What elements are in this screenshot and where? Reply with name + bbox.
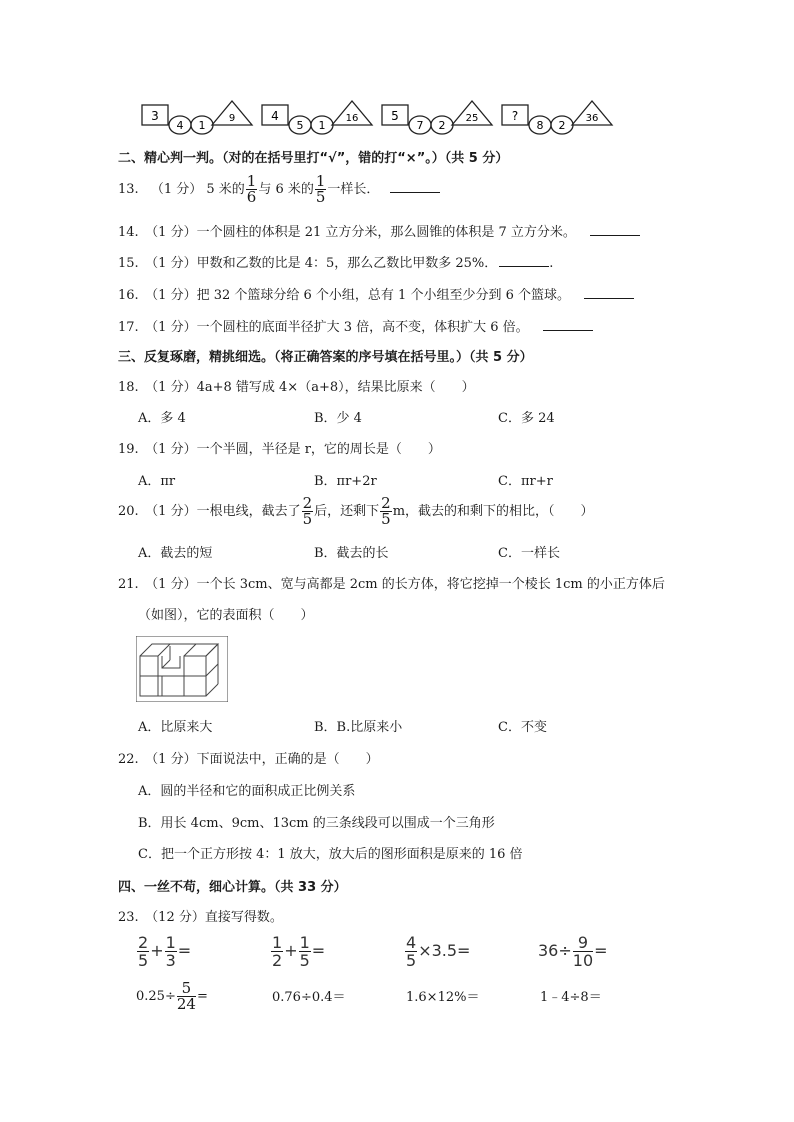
question-13	[118, 174, 440, 205]
operator: +	[150, 941, 164, 960]
question-22: 22. （1 分）下面说法中，正确的是（ ）	[118, 752, 379, 767]
question-14	[118, 221, 640, 240]
option-b[interactable]: B．用长 4cm、9cm、13cm 的三条线段可以围成一个三角形	[138, 816, 495, 831]
question-text: 20. （1 分）一根电线，截去了	[118, 504, 301, 519]
option-b[interactable]: B．少 4	[314, 411, 362, 426]
period: .	[549, 256, 554, 271]
answer-blank[interactable]	[543, 318, 593, 331]
expression: 0.25÷	[136, 989, 176, 1004]
fraction: $\frac{2}{5}$	[302, 494, 313, 528]
answer-blank[interactable]	[584, 286, 634, 299]
puzzle-circle-value: 5	[296, 119, 304, 132]
puzzle-square-value: 3	[151, 109, 159, 123]
puzzle-triangle-value: 36	[585, 113, 599, 124]
calc-item-4	[538, 934, 608, 969]
option-a[interactable]: A．πr	[138, 474, 176, 489]
equals: =	[594, 941, 608, 960]
fraction: $\frac{4}{5}$	[406, 933, 417, 970]
question-text: 17. （1 分）一个圆柱的底面半径扩大 3 倍，高不变，体积扩大 6 倍。	[118, 320, 529, 335]
calc-item-2	[270, 934, 325, 969]
question-21-line1: 21. （1 分）一个长 3cm、宽与高都是 2cm 的长方体，将它挖掉一个棱长 1cm 的小正方体后	[118, 577, 665, 592]
puzzle-square-value: 5	[391, 109, 399, 123]
operator: +	[284, 941, 298, 960]
option-a[interactable]: A．比原来大	[138, 720, 213, 735]
fraction: $\frac{1}{6}$	[246, 172, 257, 206]
option-a[interactable]: A．截去的短	[138, 546, 213, 561]
number-puzzle-figure	[130, 95, 620, 135]
fraction: $\frac{1}{3}$	[165, 933, 176, 970]
fraction: $\frac{1}{5}$	[299, 933, 310, 970]
option-c[interactable]: C．πr+r	[498, 474, 553, 489]
fraction: $\frac{1}{5}$	[315, 172, 326, 206]
option-b[interactable]: B．πr+2r	[314, 474, 377, 489]
puzzle-group-4	[502, 101, 612, 134]
calc-item-7: 1.6×12%＝	[406, 990, 480, 1005]
question-text: 16. （1 分）把 32 个篮球分给 6 个小组，总有 1 个小组至少分到 6 个篮球。	[118, 288, 570, 303]
calc-item-1	[136, 934, 191, 969]
question-23: 23. （12 分）直接写得数。	[118, 910, 283, 925]
equals: =	[196, 989, 208, 1004]
question-text: 与 6 米的	[258, 182, 314, 197]
question-15	[118, 252, 553, 271]
equals: =	[177, 941, 192, 960]
question-text: 后，还剩下	[314, 504, 380, 519]
answer-blank[interactable]	[590, 223, 640, 236]
option-c[interactable]: C．多 24	[498, 411, 555, 426]
equals: =	[311, 941, 326, 960]
question-16	[118, 284, 634, 303]
calc-item-8: 1﹣4÷8＝	[540, 990, 602, 1005]
puzzle-group-3	[382, 101, 492, 134]
question-score: （1 分）	[150, 182, 203, 197]
puzzle-circle-value: 1	[198, 119, 206, 132]
expression: ×3.5=	[418, 941, 471, 960]
puzzle-circle-value: 2	[438, 119, 446, 132]
answer-blank[interactable]	[499, 254, 549, 267]
section-4-heading: 四、一丝不苟，细心计算。（共 33 分）	[118, 880, 347, 895]
calc-item-6: 0.76÷0.4＝	[272, 990, 346, 1005]
question-number: 13.	[118, 182, 139, 197]
question-19: 19. （1 分）一个半圆，半径是 r，它的周长是（ ）	[118, 442, 441, 457]
option-a[interactable]: A．圆的半径和它的面积成正比例关系	[138, 784, 356, 799]
puzzle-triangle-value: 9	[228, 113, 236, 124]
puzzle-circle-value: 8	[536, 119, 544, 132]
puzzle-group-2	[262, 101, 372, 134]
cuboid-figure	[136, 636, 228, 702]
puzzle-square-value: 4	[271, 109, 279, 123]
section-3-heading: 三、反复琢磨，精挑细选。（将正确答案的序号填在括号里。）（共 5 分）	[118, 350, 533, 365]
puzzle-group-1	[142, 101, 252, 134]
fraction: $\frac{1}{2}$	[272, 933, 283, 970]
puzzle-circle-value: 7	[416, 119, 424, 132]
expression: 36÷	[538, 941, 572, 960]
question-20	[118, 496, 594, 527]
option-b[interactable]: B．B.比原来小	[314, 720, 403, 735]
calc-item-3	[404, 934, 470, 969]
question-21-line2: （如图），它的表面积（ ）	[138, 608, 314, 623]
fraction: $\frac{5}{24}$	[176, 979, 196, 1013]
puzzle-circle-value: 1	[318, 119, 326, 132]
question-text: 15. （1 分）甲数和乙数的比是 4：5，那么乙数比甲数多 25%．	[118, 256, 498, 271]
option-c[interactable]: C．把一个正方形按 4：1 放大，放大后的图形面积是原来的 16 倍	[138, 847, 523, 862]
question-text: 14. （1 分）一个圆柱的体积是 21 立方分米，那么圆锥的体积是 7 立方分米。	[118, 225, 576, 240]
puzzle-square-value: ?	[511, 109, 519, 123]
puzzle-triangle-value: 25	[465, 113, 479, 124]
question-text: 一样长．	[327, 182, 380, 197]
question-text: m，截去的和剩下的相比，（ ）	[392, 504, 594, 519]
puzzle-circle-value: 2	[558, 119, 566, 132]
question-text: 5 米的	[206, 182, 245, 197]
question-18: 18. （1 分）4a+8 错写成 4×（a+8），结果比原来（ ）	[118, 380, 475, 395]
fraction: $\frac{2}{5}$	[138, 933, 149, 970]
option-b[interactable]: B．截去的长	[314, 546, 389, 561]
option-c[interactable]: C．不变	[498, 720, 547, 735]
puzzle-circle-value: 4	[176, 119, 184, 132]
calc-item-5	[136, 981, 208, 1012]
answer-blank[interactable]	[390, 180, 440, 193]
fraction: $\frac{9}{10}$	[572, 933, 594, 970]
puzzle-triangle-value: 16	[345, 113, 359, 124]
option-c[interactable]: C．一样长	[498, 546, 560, 561]
section-2-heading: 二、精心判一判。（对的在括号里打“√”，错的打“×”。）（共 5 分）	[118, 151, 509, 166]
question-17	[118, 316, 593, 335]
fraction: $\frac{2}{5}$	[381, 494, 391, 528]
option-a[interactable]: A．多 4	[138, 411, 186, 426]
